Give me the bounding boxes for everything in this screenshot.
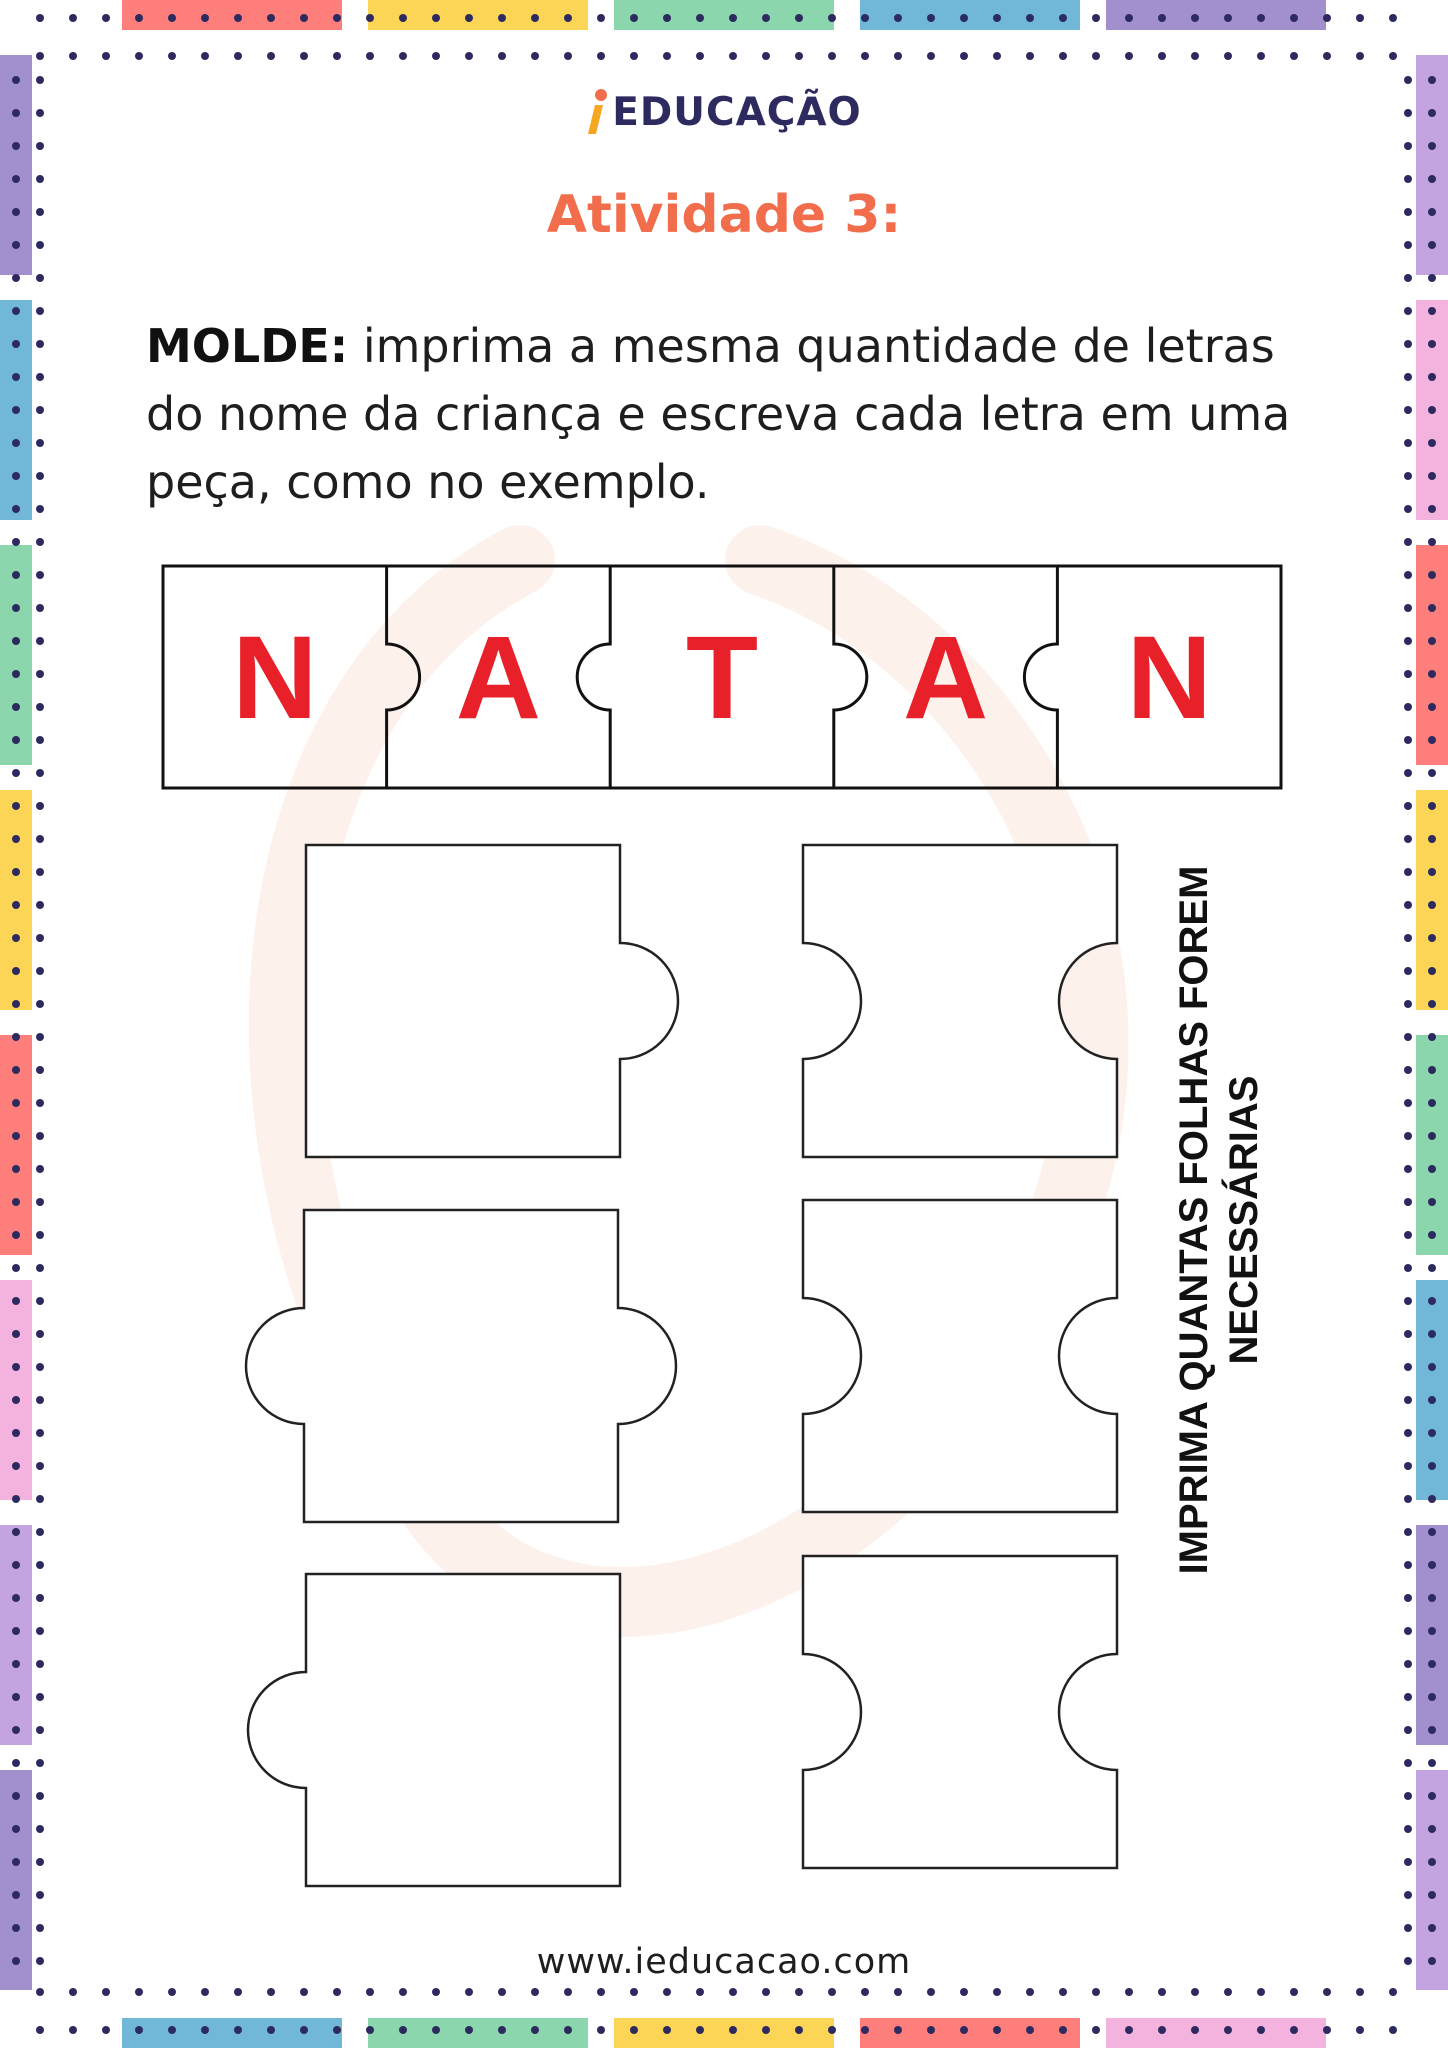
example-letter: A xyxy=(902,612,989,744)
puzzle-piece-middle xyxy=(803,1200,1117,1512)
puzzle-piece-first xyxy=(306,845,678,1157)
example-piece-divider xyxy=(577,566,610,788)
side-note-line-2: NECESSÁRIAS xyxy=(1222,1075,1266,1365)
instructions-label: MOLDE: xyxy=(146,319,349,373)
brand-name: EDUCAÇÃO xyxy=(612,89,862,135)
example-letter: T xyxy=(685,612,759,744)
side-note-line-1: IMPRIMA QUANTAS FOLHAS FOREM xyxy=(1172,865,1216,1575)
instructions-text: imprima a mesma quantidade de letras do nome da criança e escreva cada letra em uma peça, como no exemplo. xyxy=(146,319,1291,509)
puzzle-piece-last xyxy=(248,1574,620,1886)
example-letter: A xyxy=(455,612,542,744)
puzzle-piece-middle xyxy=(246,1210,676,1522)
example-letter: N xyxy=(232,612,318,744)
footer-url: www.ieducacao.com xyxy=(536,1942,912,1982)
example-letter: N xyxy=(1126,612,1212,744)
activity-title: Atividade 3: xyxy=(546,185,902,245)
puzzle-piece-middle xyxy=(803,1556,1117,1868)
